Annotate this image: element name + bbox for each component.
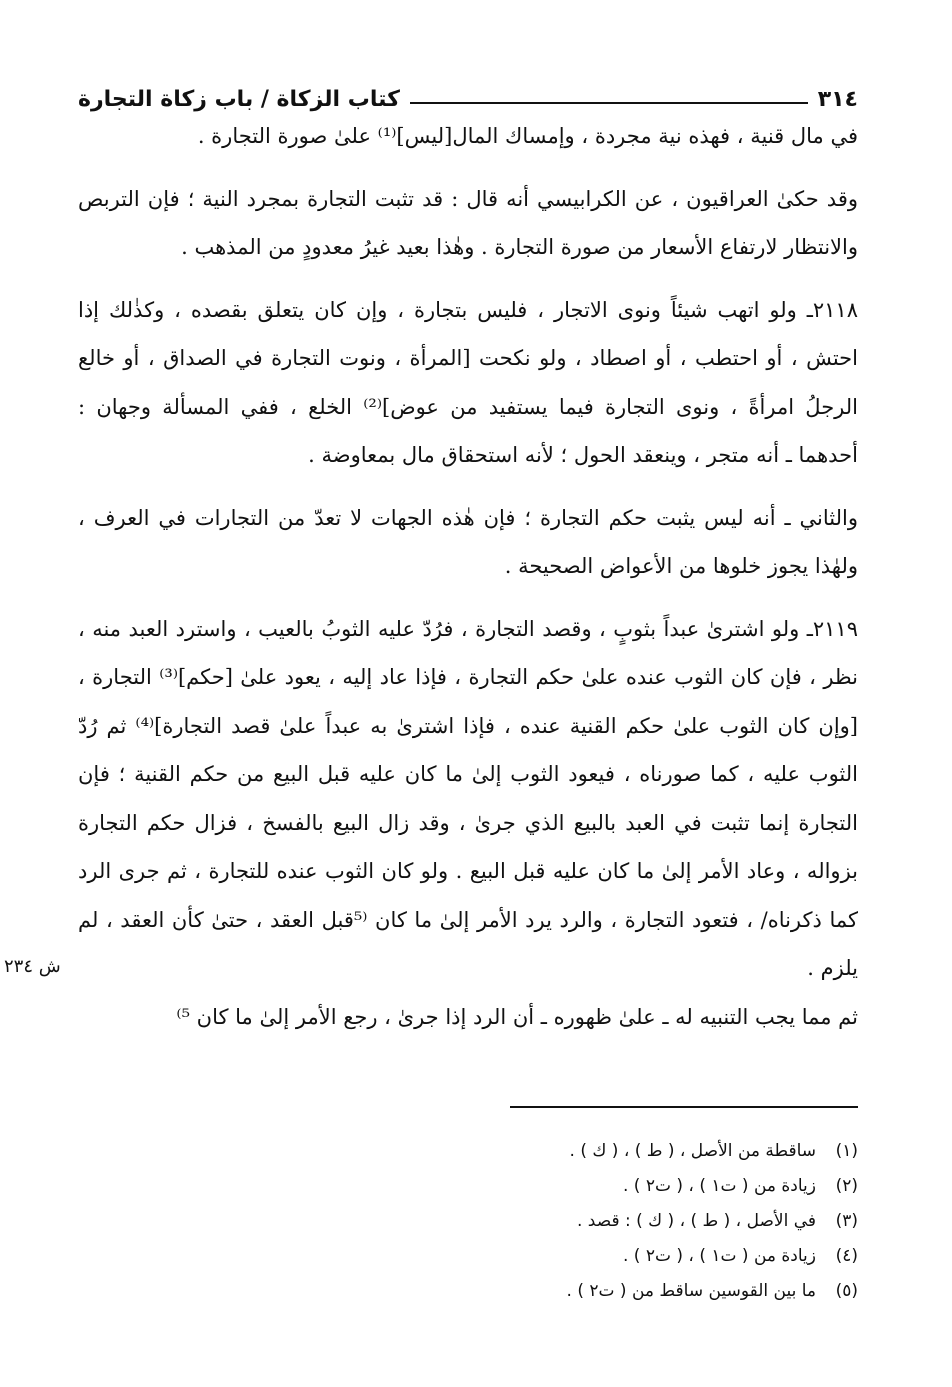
footnote-text: زيادة من ( ت١ ) ، ( ت٢ ) .: [623, 1246, 816, 1266]
footnote-text: ساقطة من الأصل ، ( ط ) ، ( ك ) .: [569, 1141, 816, 1161]
paragraph-4: والثاني ـ أنه ليس يثبت حكم التجارة ؛ فإن هٰذه الجهات لا تعدّ من التجارات في العرف ، ولهٰذا يجوز خلوها من الأعواض الصحيحة .: [78, 505, 858, 578]
paragraph-1: في مال قنية ، فهذه نية مجردة ، وإمساك المال[ليس]⁽¹⁾ علىٰ صورة التجارة .: [197, 124, 858, 148]
footnote-text: في الأصل ، ( ط ) ، ( ك ) : قصد .: [576, 1211, 816, 1231]
paragraph-3: ٢١١٨ـ ولو اتهب شيئاً ونوى الاتجار ، فليس بتجارة ، وإن كان يتعلق بقصده ، وكذٰلك إذا احتش ، أو احتطب ، أو اصطاد ، ولو نكحت [المرأة ، ونوت التجارة في الصداق ، أو خالع الرجلُ امرأةً ، ونوى التجارة فيما يستفيد من عوض]⁽²⁾ الخلع ، ففي المسألة وجهان : أحدهما ـ أنه متجر ، وينعقد الحول ؛ لأنه استحقاق مال بمعاوضة .: [78, 297, 858, 467]
footnote-number: (٣): [835, 1211, 858, 1231]
footnote-item: [158, 1239, 858, 1274]
page-body: [78, 78, 858, 1041]
footnote-item: [158, 1274, 858, 1309]
manuscript-folio-note: ش ٢٣٤: [4, 956, 61, 977]
footnote-number: (١): [835, 1141, 858, 1161]
running-header: [78, 78, 858, 112]
paragraph-6: ثم مما يجب التنبيه له ـ علىٰ ظهوره ـ أن الرد إذا جرىٰ ، رجع الأمر إلىٰ ما كان ⁵⁾: [176, 1004, 858, 1029]
footnotes: [158, 1134, 858, 1309]
footnote-item: [158, 1169, 858, 1204]
footnote-text: زيادة من ( ت١ ) ، ( ت٢ ) .: [623, 1176, 816, 1196]
footnote-number: (٤): [835, 1246, 858, 1266]
footnote-number: (٢): [835, 1176, 858, 1196]
header-rule: [410, 102, 808, 104]
page-number: ٣١٤: [817, 87, 858, 112]
footnote-text: ما بين القوسين ساقط من ( ت٢ ) .: [566, 1281, 816, 1301]
footnote-number: (٥): [835, 1281, 858, 1301]
footnote-item: [158, 1204, 858, 1239]
paragraph-2: وقد حكىٰ العراقيون ، عن الكرابيسي أنه قال : قد تثبت التجارة بمجرد النية ؛ فإن التربص والانتظار لارتفاع الأسعار من صورة التجارة . وهٰذا بعيد غيرُ معدودٍ من المذهب .: [78, 186, 858, 259]
footnote-item: [158, 1134, 858, 1169]
footnote-rule: [510, 1106, 858, 1108]
paragraph-5: ٢١١٩ـ ولو اشترىٰ عبداً بثوبٍ ، وقصد التجارة ، فرُدّ عليه الثوبُ بالعيب ، واسترد العبد منه ، نظر ، فإن كان الثوب عنده علىٰ حكم التجارة ، فإذا عاد إليه ، يعود علىٰ [حكم]⁽³⁾ التجارة ، [وإن كان الثوب علىٰ حكم القنية عنده ، فإذا اشترىٰ به عبداً علىٰ قصد التجارة]⁽⁴⁾ ثم رُدّ الثوب عليه ، كما صورناه ، فيعود الثوب إلىٰ ما كان عليه قبل البيع من حكم القنية ؛ فإن التجارة إنما تثبت في العبد بالبيع الذي جرىٰ ، وقد زال البيع بالفسخ ، فزال حكم التجارة بزواله ، وعاد الأمر إلىٰ ما كان عليه قبل البيع . ولو كان الثوب عنده للتجارة ، ثم جرى الرد كما ذكرناه/ ، فتعود التجارة ، والرد يرد الأمر إلىٰ ما كان ⁽⁵قبل العقد ، حتىٰ كأن العقد ، لم يلزم .: [78, 616, 858, 980]
running-title: كتاب الزكاة / باب زكاة التجارة: [78, 87, 400, 112]
